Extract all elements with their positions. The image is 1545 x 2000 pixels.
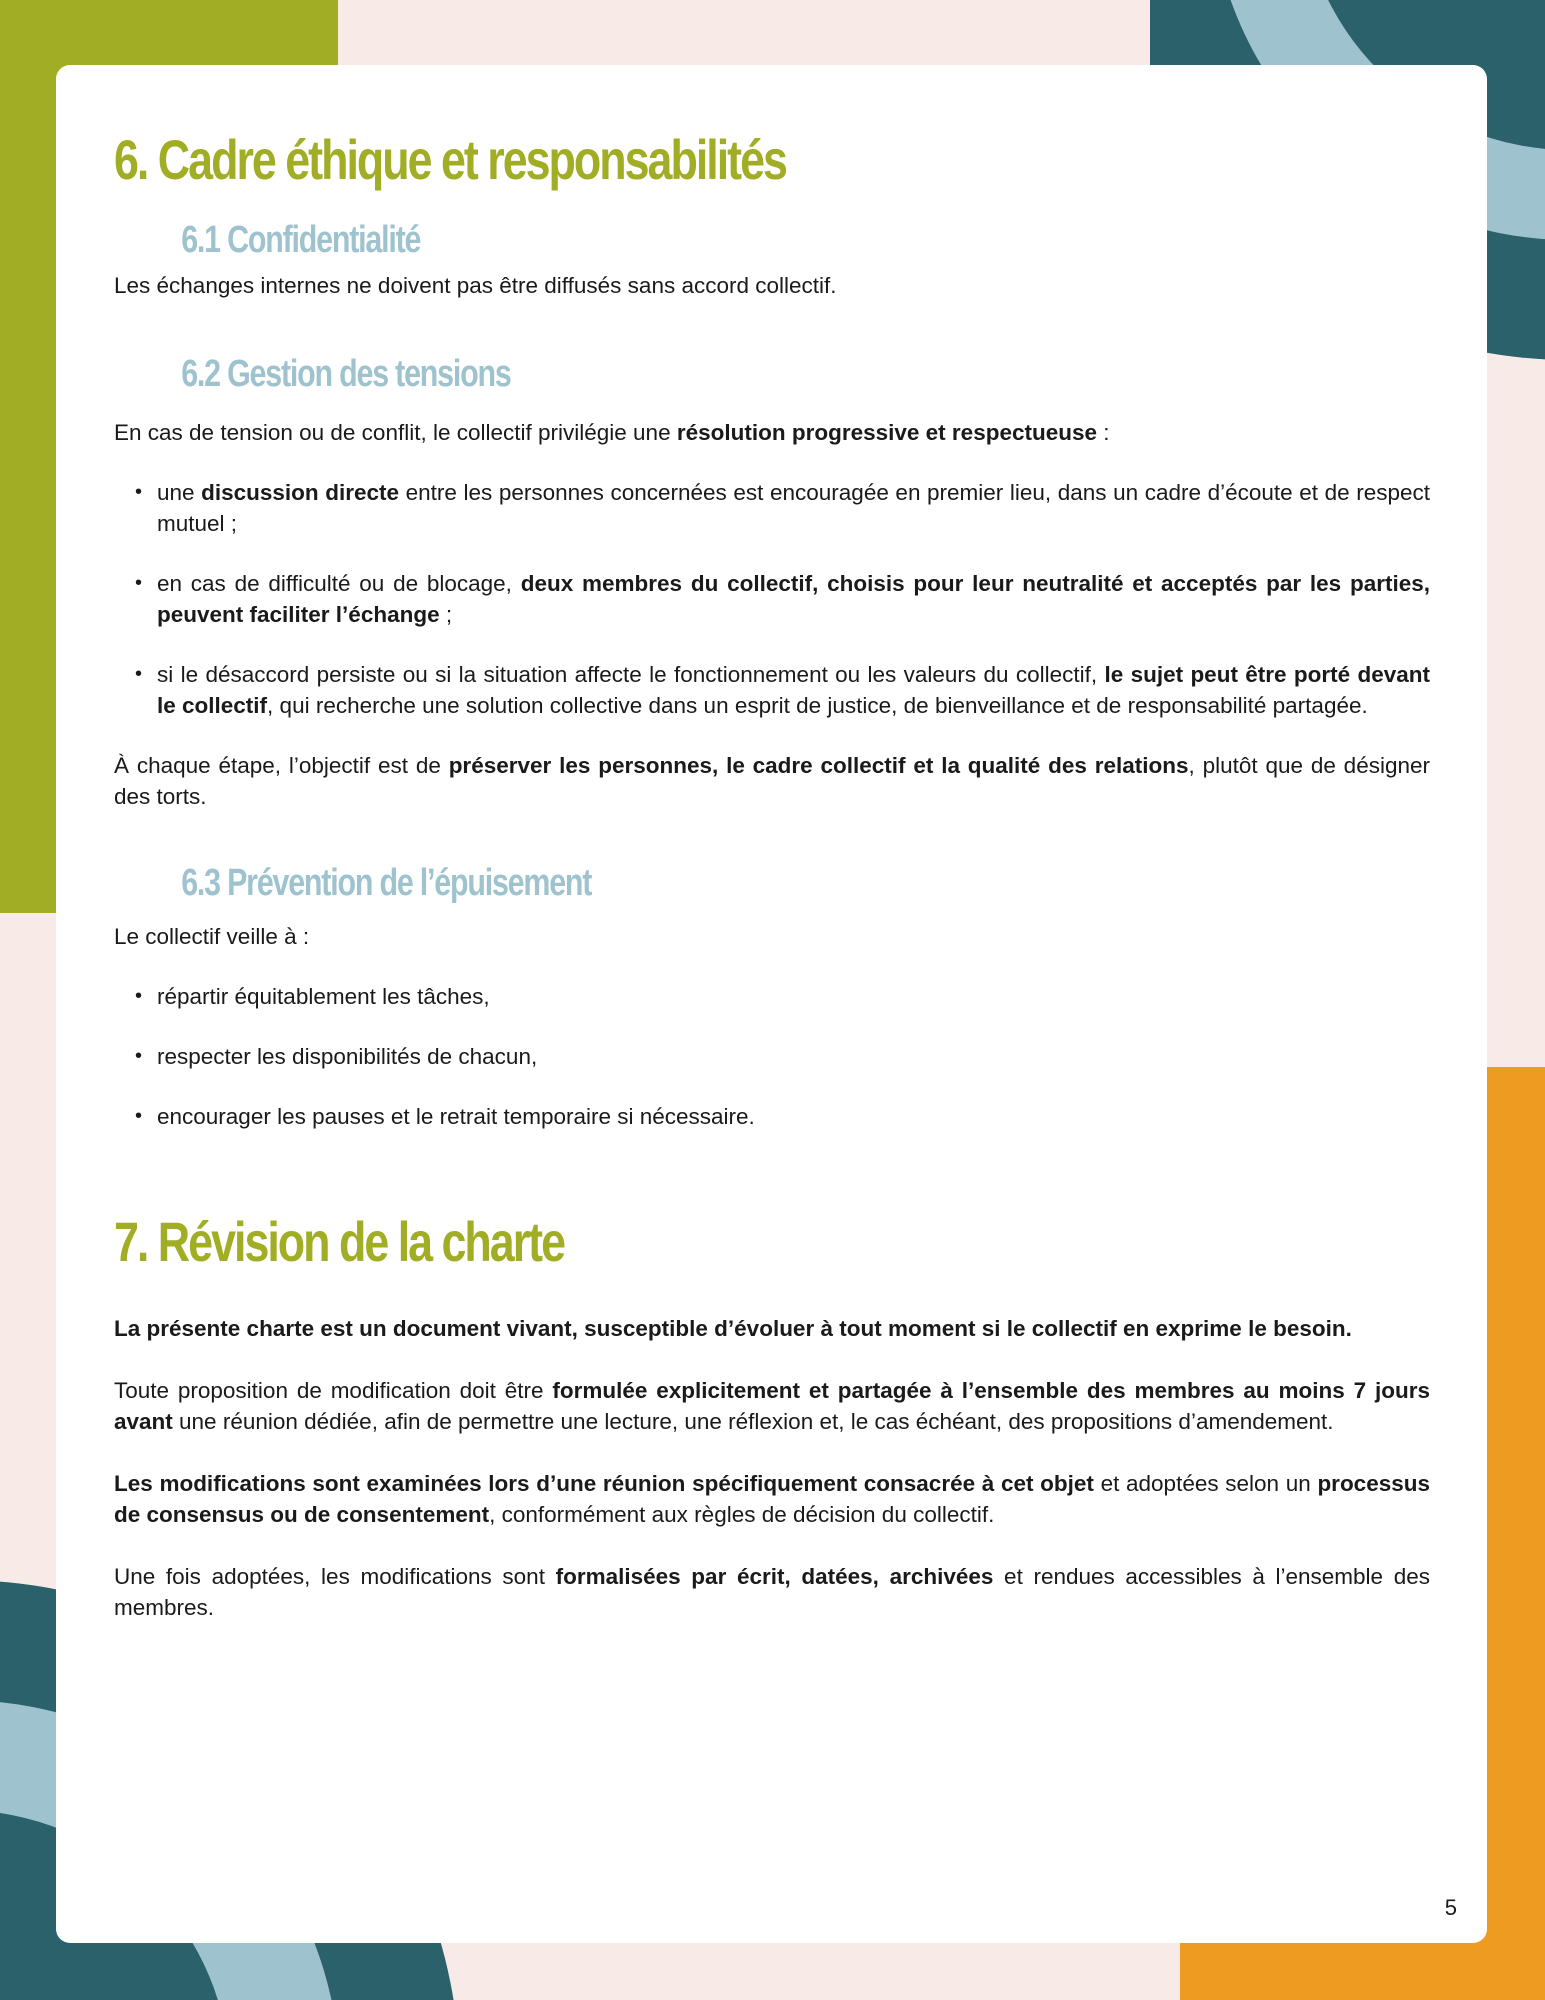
text-run: Une fois adoptées, les modifications sont bbox=[114, 1564, 556, 1589]
bold-run: discussion directe bbox=[201, 480, 400, 505]
bold-run: formalisées par écrit, datées, archivées bbox=[555, 1564, 994, 1589]
text-run: ; bbox=[439, 602, 453, 627]
bold-run: le sujet peut être porté devant le collectif bbox=[157, 662, 1430, 718]
text-run: si le désaccord persiste ou si la situation affecte le fonctionnement ou les valeurs du collectif, bbox=[157, 662, 1105, 687]
text-run: une réunion dédiée, afin de permettre une lecture, une réflexion et, le cas échéant, des propositions d’amendement. bbox=[172, 1409, 1334, 1434]
page-number: 5 bbox=[1444, 1895, 1457, 1920]
list-item: • répartir équitablement les tâches, bbox=[157, 981, 1430, 1012]
section-6-3-title: 6.3 Prévention de l’épuisement bbox=[181, 862, 592, 904]
text-run: et rendues accessibles à l’ensemble des membres. bbox=[114, 1564, 1430, 1620]
text-run: , plutôt que de désigner des torts. bbox=[114, 753, 1430, 809]
section-7-paragraph-2 bbox=[114, 1375, 1430, 1437]
text-run: en cas de difficulté ou de blocage, bbox=[157, 571, 521, 596]
text-run: À chaque étape, l’objectif est de bbox=[114, 753, 449, 778]
bold-run: formulée explicitement et partagée à l’ensemble des membres au moins 7 jours avant bbox=[114, 1378, 1430, 1434]
page-card bbox=[56, 65, 1487, 1943]
section-7-title: 7. Révision de la charte bbox=[114, 1210, 564, 1273]
section-7-lead bbox=[114, 1313, 1430, 1344]
section-6-2-intro bbox=[114, 417, 1430, 448]
list-item bbox=[157, 568, 1430, 630]
bold-run: résolution progressive et respectueuse bbox=[676, 420, 1097, 445]
text-run: et adoptées selon un bbox=[1093, 1471, 1318, 1496]
text-run: En cas de tension ou de conflit, le collectif privilégie une bbox=[114, 420, 677, 445]
section-6-3-intro: Le collectif veille à : bbox=[114, 924, 310, 949]
section-6-1-title: 6.1 Confidentialité bbox=[181, 219, 421, 261]
list-item: • encourager les pauses et le retrait temporaire si nécessaire. bbox=[157, 1101, 1430, 1132]
bold-run: processus de consensus ou de consentement bbox=[114, 1471, 1430, 1527]
list-item bbox=[157, 477, 1430, 539]
section-7-paragraph-4 bbox=[114, 1561, 1430, 1623]
section-6-title: 6. Cadre éthique et responsabilités bbox=[114, 128, 786, 191]
text-run: Toute proposition de modification doit être bbox=[114, 1378, 553, 1403]
bold-run: La présente charte est un document vivant, susceptible d’évoluer à tout moment si le collectif en exprime le besoin. bbox=[114, 1316, 1352, 1341]
bold-run: préserver les personnes, le cadre collectif et la qualité des relations bbox=[448, 753, 1189, 778]
text-run: , qui recherche une solution collective dans un esprit de justice, de bienveillance et de responsabilité partagée. bbox=[267, 693, 1368, 718]
burnout-prevention-list bbox=[114, 981, 1430, 1132]
section-6-2-conclusion bbox=[114, 750, 1430, 812]
text-run: , conformément aux règles de décision du collectif. bbox=[489, 1502, 995, 1527]
bold-run: Les modifications sont examinées lors d’une réunion spécifiquement consacrée à cet objet bbox=[114, 1471, 1094, 1496]
list-item: • respecter les disponibilités de chacun, bbox=[157, 1041, 1430, 1072]
list-item bbox=[157, 659, 1430, 721]
section-6-2-title: 6.2 Gestion des tensions bbox=[181, 353, 511, 395]
section-7-paragraph-3 bbox=[114, 1468, 1430, 1530]
page-content bbox=[114, 125, 1430, 1623]
bold-run: deux membres du collectif, choisis pour leur neutralité et acceptés par les parties, peuvent faciliter l’échange bbox=[157, 571, 1430, 627]
text-run: une bbox=[157, 480, 202, 505]
text-run: : bbox=[1097, 420, 1110, 445]
section-6-1-text: Les échanges internes ne doivent pas être diffusés sans accord collectif. bbox=[114, 273, 837, 298]
tension-steps-list bbox=[114, 477, 1430, 721]
text-run: entre les personnes concernées est encouragée en premier lieu, dans un cadre d’écoute et de respect mutuel ; bbox=[157, 480, 1430, 536]
